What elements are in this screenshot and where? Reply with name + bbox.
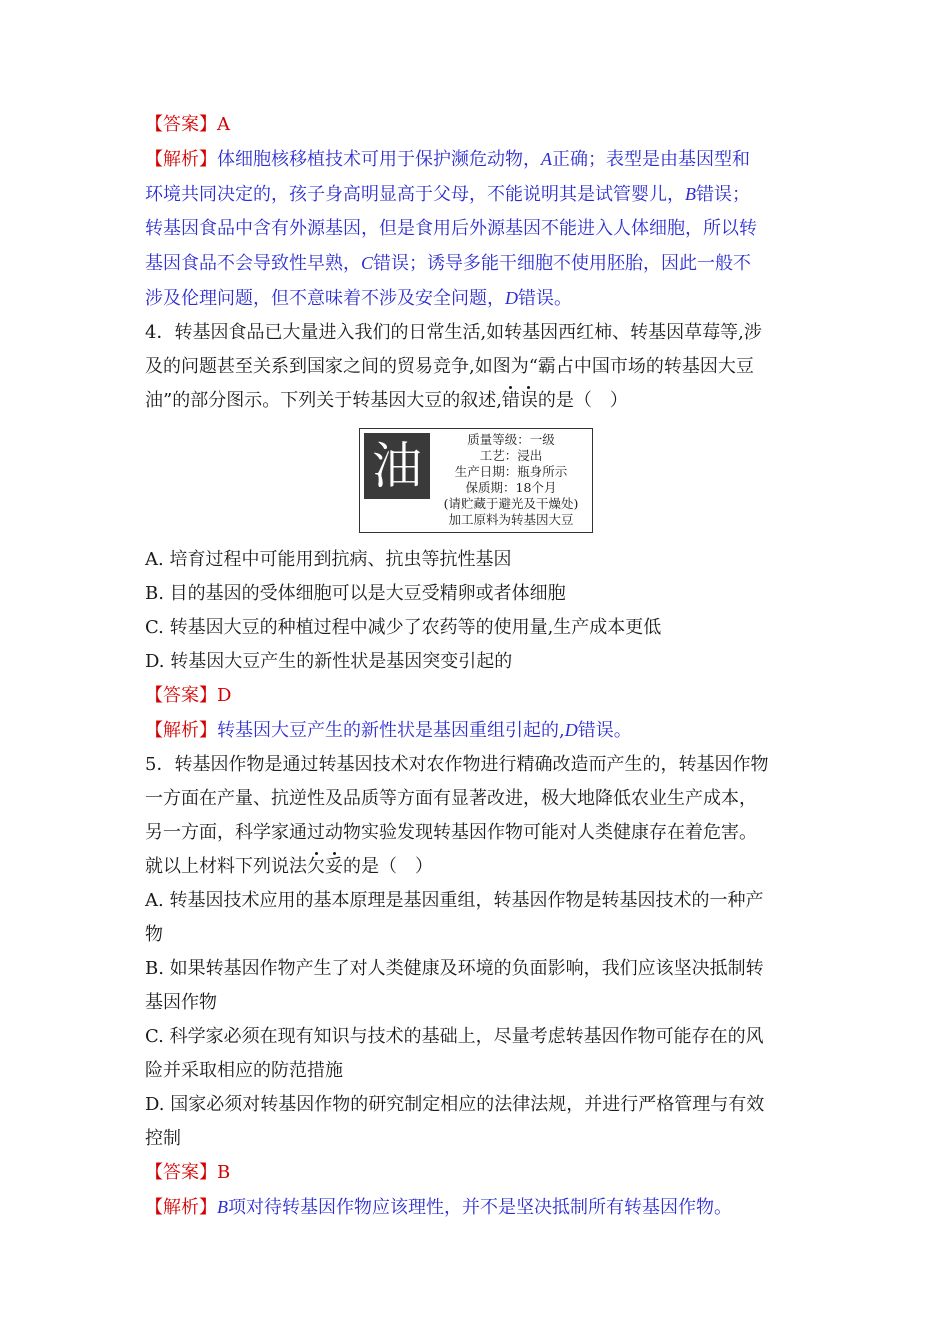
stem-text: 的是（ ）: [343, 856, 433, 877]
stem-text: 就以上材料下列说法: [145, 856, 307, 877]
q3-analysis-line-1: [145, 142, 810, 177]
label-line: 保质期：18个月: [465, 480, 557, 495]
q4-option-a: A. 培育过程中可能用到抗病、抗虫等抗性基因: [145, 549, 512, 570]
q5-stem-line-3: 另一方面，科学家通过动物实验发现转基因作物可能对人类健康存在着危害。: [145, 822, 757, 843]
q5-stem-line-4: [145, 850, 810, 884]
answer-value: B: [217, 1162, 231, 1183]
q3-answer-line: [145, 108, 810, 142]
q5-option-d-line-2: 控制: [145, 1128, 181, 1149]
option-letter: B: [685, 184, 696, 204]
q4-option-b: B. 目的基因的受体细胞可以是大豆受精卵或者体细胞: [145, 583, 566, 604]
analysis-label: 【解析】: [145, 720, 217, 741]
analysis-text: 错误；诱导多能干细胞不使用胚胎，因此一般不: [373, 253, 752, 274]
q4-stem-line-1: 4．转基因食品已大量进入我们的日常生活,如转基因西红柿、转基因草莓等,涉: [145, 322, 762, 343]
option-letter: C: [361, 253, 374, 273]
q4-analysis-line: [145, 713, 810, 748]
answer-value: A: [217, 114, 230, 135]
analysis-label: 【解析】: [145, 149, 217, 170]
q3-analysis-line-5: [145, 281, 810, 316]
oil-glyph: 油: [364, 433, 430, 499]
document-page: [145, 108, 810, 1225]
q4-stem-line-3: [145, 384, 810, 418]
label-line: 加工原料为转基因大豆: [448, 512, 574, 527]
label-line: 工艺：浸出: [479, 448, 543, 463]
stem-text: 油”的部分图示。下列关于转基因大豆的叙述,: [145, 390, 502, 411]
q4-answer-line: [145, 679, 810, 713]
analysis-text: 基因食品不会导致性早熟，: [145, 253, 361, 274]
analysis-text: 项对待转基因作物应该理性，并不是坚决抵制所有转基因作物。: [228, 1197, 732, 1218]
q5-answer-line: [145, 1156, 810, 1190]
q4-option-d: D. 转基因大豆产生的新性状是基因突变引起的: [145, 651, 513, 672]
q4-stem-line-2: 及的问题甚至关系到国家之间的贸易竞争,如图为“霸占中国市场的转基因大豆: [145, 356, 754, 377]
label-line: 生产日期：瓶身所示: [454, 464, 568, 479]
option-letter: D: [564, 720, 578, 740]
analysis-text: 转基因大豆产生的新性状是基因重组引起的,: [217, 720, 565, 741]
emphasis-char: 误: [519, 390, 538, 411]
emphasis-char: 错: [501, 390, 520, 411]
answer-label: 【答案】: [145, 114, 217, 135]
option-letter: B: [217, 1197, 228, 1217]
q5-option-c-line-2: 险并采取相应的防范措施: [145, 1060, 343, 1081]
analysis-label: 【解析】: [145, 1197, 217, 1218]
analysis-text: 错误；: [696, 184, 750, 205]
q5-stem-line-1: 5．转基因作物是通过转基因技术对农作物进行精确改造而产生的，转基因作物: [145, 754, 769, 775]
answer-value: D: [217, 685, 232, 706]
q4-option-c: C. 转基因大豆的种植过程中减少了农药等的使用量,生产成本更低: [145, 617, 662, 638]
analysis-text: 体细胞核移植技术可用于保护濒危动物，: [217, 149, 541, 170]
q3-analysis-line-2: [145, 177, 810, 212]
option-letter: D: [505, 288, 518, 308]
q3-analysis-line-3: [145, 212, 810, 246]
oil-label-figure: [359, 428, 593, 533]
q5-option-c-line-1: C. 科学家必须在现有知识与技术的基础上，尽量考虑转基因作物可能存在的风: [145, 1026, 764, 1047]
q5-analysis-line: [145, 1190, 810, 1225]
q3-analysis-line-4: [145, 246, 810, 281]
q5-option-d-line-1: D. 国家必须对转基因作物的研究制定相应的法律法规，并进行严格管理与有效: [145, 1094, 765, 1115]
analysis-text: 环境共同决定的，孩子身高明显高于父母，不能说明其是试管婴儿，: [145, 184, 685, 205]
q5-option-a-line-2: 物: [145, 924, 163, 945]
q5-option-b-line-1: B. 如果转基因作物产生了对人类健康及环境的负面影响，我们应该坚决抵制转: [145, 958, 764, 979]
emphasis-char: 欠: [307, 856, 325, 877]
answer-label: 【答案】: [145, 685, 217, 706]
q5-option-a-line-1: A. 转基因技术应用的基本原理是基因重组，转基因作物是转基因技术的一种产: [145, 890, 764, 911]
oil-label-text: [430, 429, 592, 532]
analysis-text: 转基因食品中含有外源基因，但是食用后外源基因不能进入人体细胞，所以转: [145, 218, 757, 239]
analysis-text: 错误。: [577, 720, 632, 741]
analysis-text: 错误。: [518, 288, 572, 309]
analysis-text: 涉及伦理问题，但不意味着不涉及安全问题，: [145, 288, 505, 309]
option-letter: A: [541, 149, 552, 169]
q5-stem-line-2: 一方面在产量、抗逆性及品质等方面有显著改进，极大地降低农业生产成本，: [145, 788, 757, 809]
answer-label: 【答案】: [145, 1162, 217, 1183]
analysis-text: 正确；表型是由基因型和: [552, 149, 750, 170]
emphasis-char: 妥: [325, 856, 343, 877]
stem-text: 的是（ ）: [537, 390, 628, 411]
label-line: (请贮藏于避光及干燥处): [443, 496, 579, 511]
q5-option-b-line-2: 基因作物: [145, 992, 217, 1013]
label-line: 质量等级：一级: [467, 432, 555, 447]
